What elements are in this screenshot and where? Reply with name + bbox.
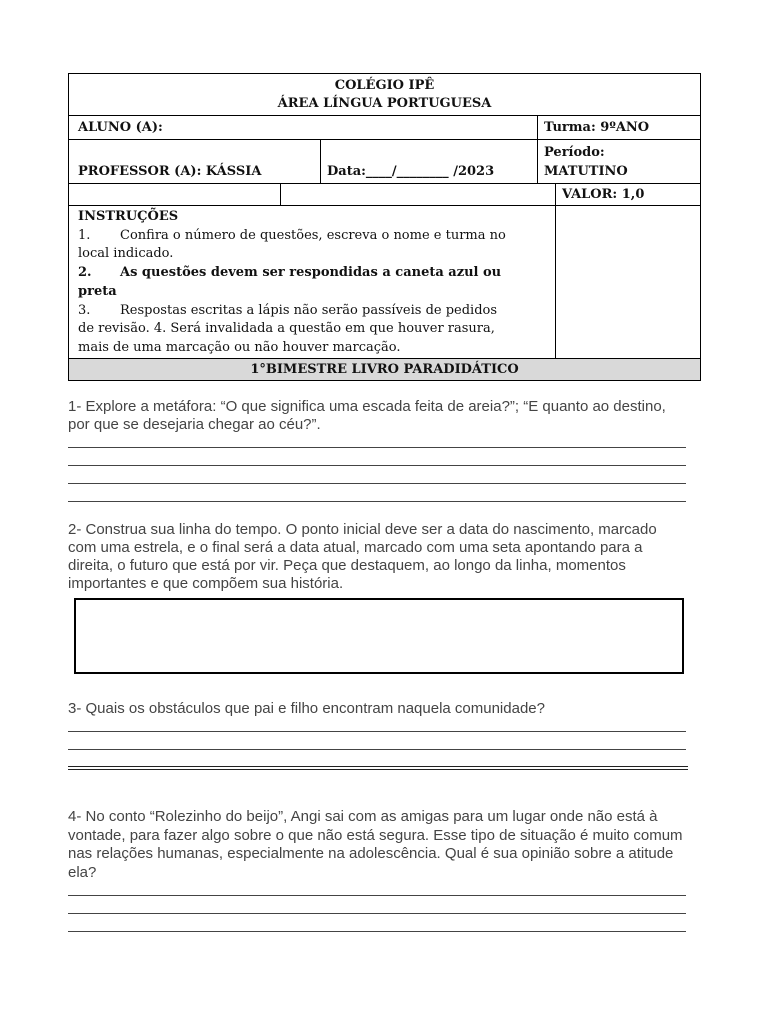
answer-line: [68, 736, 686, 750]
answer-line: [68, 918, 686, 932]
period-label: Período:: [544, 145, 605, 160]
student-label: ALUNO (A):: [78, 119, 163, 135]
instruction-3-continued: mais de uma marcação ou não houver marcação.: [78, 339, 401, 355]
question-1: [68, 398, 690, 506]
exam-header-table: [68, 73, 701, 381]
value-label: VALOR: 1,0: [562, 186, 645, 202]
instruction-3: [78, 302, 549, 321]
answer-line: [68, 488, 686, 502]
section-row: [69, 359, 701, 381]
instruction-2-text: As questões devem ser respondidas a caneta azul ou: [120, 265, 502, 281]
question-3-text-line: 3- Quais os obstáculos que pai e filho encontram naquela comunidade?: [68, 700, 545, 717]
answer-line: [68, 882, 686, 896]
blank-cell: [556, 206, 701, 359]
student-field: [69, 116, 538, 140]
class-label: Turma: 9ºANO: [544, 119, 650, 135]
instructions-heading: INSTRUÇÕES: [78, 209, 179, 224]
period-value: MATUTINO: [544, 164, 628, 179]
answer-line: [68, 434, 686, 448]
value-row: [69, 184, 701, 206]
question-2-text-line: com uma estrela, e o final será a data atual, marcado com uma seta apontando para a: [68, 539, 643, 556]
question-4-text-line: 4- No conto “Rolezinho do beijo”, Angi sai com as amigas para um lugar onde não está à: [68, 808, 658, 825]
subject-area: ÁREA LÍNGUA PORTUGUESA: [277, 96, 492, 111]
student-row: [69, 116, 701, 140]
instruction-3-number: 3.: [78, 302, 91, 318]
instruction-1: [78, 227, 549, 246]
instruction-3-continued: de revisão. 4. Será invalidada a questão em que houver rasura,: [78, 321, 495, 337]
answer-line: [68, 470, 686, 484]
instruction-2-continued: preta: [78, 283, 117, 299]
blank-cell: [281, 184, 556, 206]
question-4-text-line: ela?: [68, 863, 97, 881]
instructions-row: [69, 206, 701, 359]
class-field: [538, 116, 701, 140]
value-field: [556, 184, 701, 206]
date-label: Data:____/________ /2023: [327, 164, 495, 179]
instruction-2: [78, 264, 549, 283]
instruction-1-text: Confira o número de questões, escreva o nome e turma no: [120, 227, 506, 243]
teacher-row: [69, 140, 701, 184]
question-4-text-line: nas relações humanas, especialmente na adolescência. Qual é sua opinião sobre a atitude: [68, 845, 674, 863]
question-2: [68, 521, 690, 674]
question-1-text-line: por que se desejaria chegar ao céu?”.: [68, 416, 321, 433]
question-2-text-line: 2- Construa sua linha do tempo. O ponto inicial deve ser a data do nascimento, marcado: [68, 521, 657, 538]
teacher-label: PROFESSOR (A): KÁSSIA: [78, 164, 262, 179]
question-1-text-line: 1- Explore a metáfora: “O que significa uma escada feita de areia?”; “E quanto ao destino,: [68, 398, 666, 415]
question-4-text-line: vontade, para fazer algo sobre o que não está segura. Esse tipo de situação é muito comum: [68, 826, 683, 844]
instruction-1-number: 1.: [78, 227, 91, 243]
instructions-cell: [69, 206, 556, 359]
instruction-1-continued: local indicado.: [78, 246, 174, 262]
question-2-text-line: direita, o futuro que está por vir. Peça que destaquem, ao longo da linha, momentos: [68, 557, 626, 574]
question-2-text-line: importantes e que compõem sua história.: [68, 575, 344, 592]
date-field: [321, 140, 538, 184]
instruction-2-number: 2.: [78, 265, 92, 281]
school-cell: [69, 74, 701, 116]
school-name: COLÉGIO IPÊ: [334, 78, 435, 93]
question-3: [68, 700, 690, 772]
question-4: [68, 808, 690, 936]
section-title-band: 1°BIMESTRE LIVRO PARADIDÁTICO: [69, 359, 701, 381]
instruction-3-text: Respostas escritas a lápis não serão passíveis de pedidos: [120, 302, 498, 318]
timeline-answer-box: [74, 598, 684, 674]
period-field: [538, 140, 701, 184]
answer-line: [68, 900, 686, 914]
blank-cell: [69, 184, 281, 206]
school-row: [69, 74, 701, 116]
answer-line: [68, 452, 686, 466]
answer-line: [68, 718, 686, 732]
teacher-field: [69, 140, 321, 184]
answer-line: [68, 754, 688, 770]
